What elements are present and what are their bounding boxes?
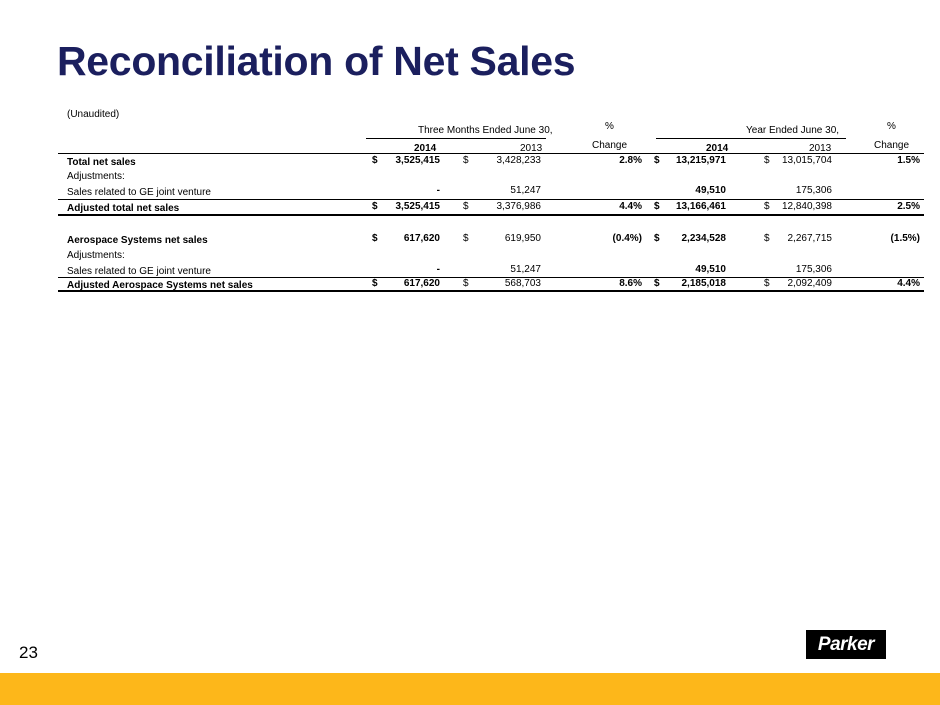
header-y-change: Change [874, 140, 910, 151]
cell-y2014: 2,185,018 [681, 278, 726, 289]
currency-y2014: $ [654, 201, 660, 212]
page-number: 23 [19, 643, 38, 662]
row-label-ge-jv: Sales related to GE joint venture [67, 266, 211, 277]
cell-ychg: (1.5%) [890, 233, 920, 244]
slide-title: Reconciliation of Net Sales [57, 38, 576, 84]
cell-qchg: 4.4% [619, 201, 642, 212]
unaudited-note: (Unaudited) [67, 109, 120, 120]
row-rule [58, 199, 924, 200]
row-label-aerospace: Aerospace Systems net sales [67, 235, 208, 246]
currency-q2014: $ [372, 201, 378, 212]
cell-y2014: 49,510 [695, 264, 726, 275]
header-q-2014: 2014 [414, 143, 437, 154]
currency-q2014: $ [372, 278, 378, 289]
cell-q2014: 617,620 [403, 233, 440, 244]
row-label-adjustments: Adjustments: [67, 171, 125, 182]
currency-y2014: $ [654, 155, 660, 166]
cell-qchg: (0.4%) [612, 233, 642, 244]
row-label-total-net-sales: Total net sales [67, 157, 136, 168]
cell-q2014: 617,620 [403, 278, 440, 289]
cell-y2013: 175,306 [795, 264, 832, 275]
currency-q2014: $ [372, 155, 378, 166]
header-q-change: Change [592, 140, 628, 151]
header-rule-year [656, 138, 846, 139]
header-q-2013: 2013 [520, 143, 543, 154]
header-year-ended: Year Ended June 30, [746, 125, 840, 136]
cell-y2013: 175,306 [795, 185, 832, 196]
row-label-adjusted-total: Adjusted total net sales [67, 203, 180, 214]
cell-q2014: - [436, 185, 440, 196]
currency-q2013: $ [463, 278, 469, 289]
cell-qchg: 2.8% [619, 155, 642, 166]
header-pct-year: % [887, 121, 896, 132]
cell-q2013: 568,703 [504, 278, 541, 289]
parker-logo [806, 630, 886, 659]
cell-q2013: 51,247 [510, 264, 541, 275]
currency-q2013: $ [463, 201, 469, 212]
total-rule [58, 214, 924, 216]
footer-bar [0, 673, 940, 705]
header-underline [58, 153, 924, 154]
row-label-adjustments: Adjustments: [67, 250, 125, 261]
currency-q2014: $ [372, 233, 378, 244]
cell-ychg: 2.5% [897, 201, 920, 212]
header-y-2014: 2014 [706, 143, 729, 154]
cell-q2014: - [436, 264, 440, 275]
cell-ychg: 1.5% [897, 155, 920, 166]
currency-y2013: $ [764, 233, 770, 244]
currency-q2013: $ [463, 155, 469, 166]
cell-y2014: 13,166,461 [675, 201, 726, 212]
currency-y2013: $ [764, 155, 770, 166]
currency-y2013: $ [764, 201, 770, 212]
row-label-ge-jv: Sales related to GE joint venture [67, 187, 211, 198]
cell-y2014: 2,234,528 [681, 233, 726, 244]
currency-y2014: $ [654, 278, 660, 289]
cell-y2014: 49,510 [695, 185, 726, 196]
cell-ychg: 4.4% [897, 278, 920, 289]
logo-text: Parker [817, 633, 875, 655]
currency-y2014: $ [654, 233, 660, 244]
cell-y2013: 2,267,715 [787, 233, 832, 244]
cell-y2013: 13,015,704 [781, 155, 832, 166]
cell-q2014: 3,525,415 [395, 155, 440, 166]
cell-q2013: 3,428,233 [496, 155, 541, 166]
cell-qchg: 8.6% [619, 278, 642, 289]
header-rule-three-months [366, 138, 546, 139]
currency-y2013: $ [764, 278, 770, 289]
cell-q2014: 3,525,415 [395, 201, 440, 212]
total-rule [58, 290, 924, 292]
header-y-2013: 2013 [809, 143, 832, 154]
header-pct-quarter: % [605, 121, 614, 132]
header-three-months: Three Months Ended June 30, [418, 125, 553, 136]
row-label-adjusted-aerospace: Adjusted Aerospace Systems net sales [67, 280, 253, 291]
cell-q2013: 51,247 [510, 185, 541, 196]
cell-y2014: 13,215,971 [675, 155, 726, 166]
cell-y2013: 2,092,409 [787, 278, 832, 289]
cell-q2013: 3,376,986 [496, 201, 541, 212]
currency-q2013: $ [463, 233, 469, 244]
cell-q2013: 619,950 [504, 233, 541, 244]
cell-y2013: 12,840,398 [781, 201, 832, 212]
